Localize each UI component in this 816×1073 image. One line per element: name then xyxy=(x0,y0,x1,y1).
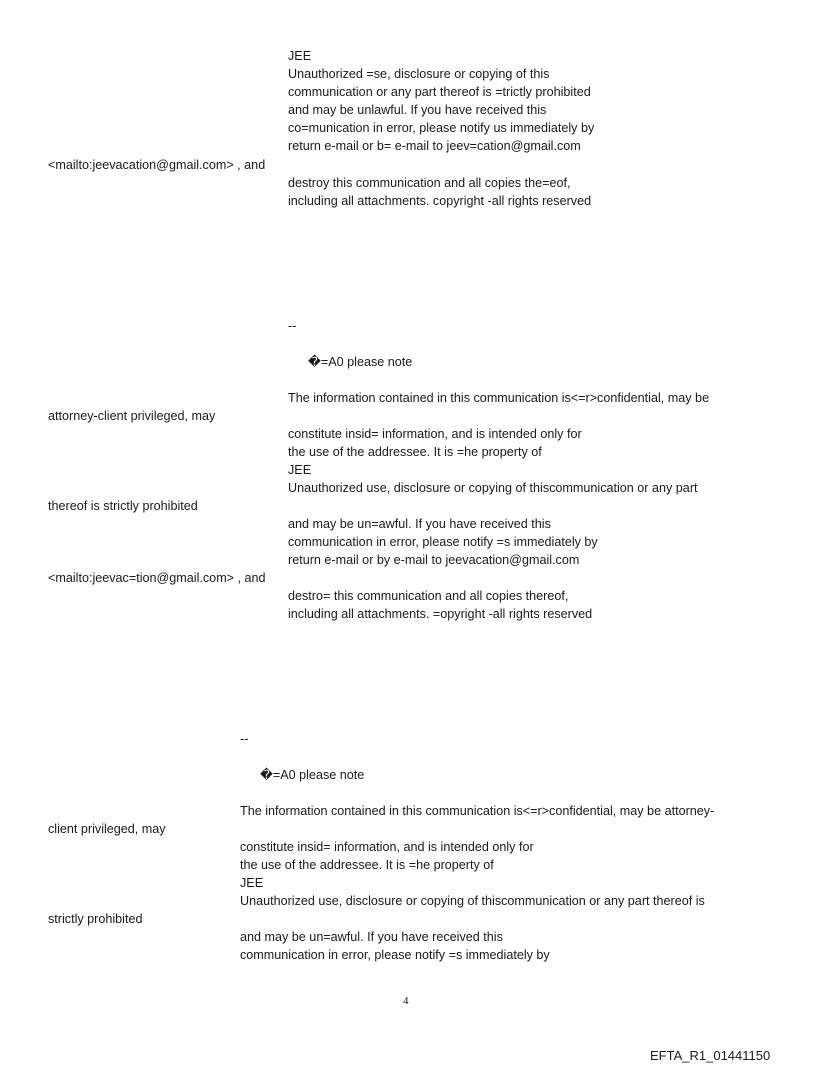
text-line: constitute insid= information, and is intended only for xyxy=(240,840,534,854)
text-line: and may be unlawful. If you have received this xyxy=(288,103,547,117)
wrapped-line: client privileged, may xyxy=(48,822,166,836)
text-line: Unauthorized use, disclosure or copying of thiscommunication or any part xyxy=(288,481,698,495)
please-note-line: �=A0 please note xyxy=(308,355,413,369)
please-note-line: �=A0 please note xyxy=(260,768,365,782)
text-line: Unauthorized =se, disclosure or copying of this xyxy=(288,67,550,81)
separator: -- xyxy=(288,319,297,333)
mailto-line: <mailto:jeevacation@gmail.com> , and xyxy=(48,158,266,172)
page-number: 4 xyxy=(403,995,409,1007)
text-line: and may be un=awful. If you have received this xyxy=(288,517,551,531)
text-line: JEE xyxy=(288,463,312,477)
text-line: including all attachments. copyright -all rights reserved xyxy=(288,194,592,208)
text-line: destro= this communication and all copies thereof, xyxy=(288,589,569,603)
text-line: The information contained in this communication is<=r>confidential, may be attorney- xyxy=(240,804,715,818)
text-line: communication in error, please notify =s immediately by xyxy=(240,948,550,962)
text-line: JEE xyxy=(240,876,264,890)
text-line: return e-mail or by e-mail to jeevacation@gmail.com xyxy=(288,553,580,567)
wrapped-line: strictly prohibited xyxy=(48,912,143,926)
text-line: and may be un=awful. If you have received this xyxy=(240,930,503,944)
document-id: EFTA_R1_01441150 xyxy=(650,1048,771,1063)
text-line: Unauthorized use, disclosure or copying of thiscommunication or any part thereof is xyxy=(240,894,705,908)
text-line: return e-mail or b= e-mail to jeev=cation@gmail.com xyxy=(288,139,581,153)
text-line: JEE xyxy=(288,49,312,63)
wrapped-line: attorney-client privileged, may xyxy=(48,409,216,423)
text-line: constitute insid= information, and is intended only for xyxy=(288,427,582,441)
text-line: co=munication in error, please notify us immediately by xyxy=(288,121,595,135)
wrapped-line: thereof is strictly prohibited xyxy=(48,499,198,513)
text-line: communication in error, please notify =s immediately by xyxy=(288,535,598,549)
text-line: the use of the addressee. It is =he property of xyxy=(240,858,494,872)
text-line: destroy this communication and all copies the=eof, xyxy=(288,176,571,190)
text-line: communication or any part thereof is =trictly prohibited xyxy=(288,85,591,99)
text-line: including all attachments. =opyright -all rights reserved xyxy=(288,607,593,621)
text-line: the use of the addressee. It is =he property of xyxy=(288,445,542,459)
mailto-line: <mailto:jeevac=tion@gmail.com> , and xyxy=(48,571,266,585)
text-line: The information contained in this communication is<=r>confidential, may be xyxy=(288,391,710,405)
separator: -- xyxy=(240,732,249,746)
